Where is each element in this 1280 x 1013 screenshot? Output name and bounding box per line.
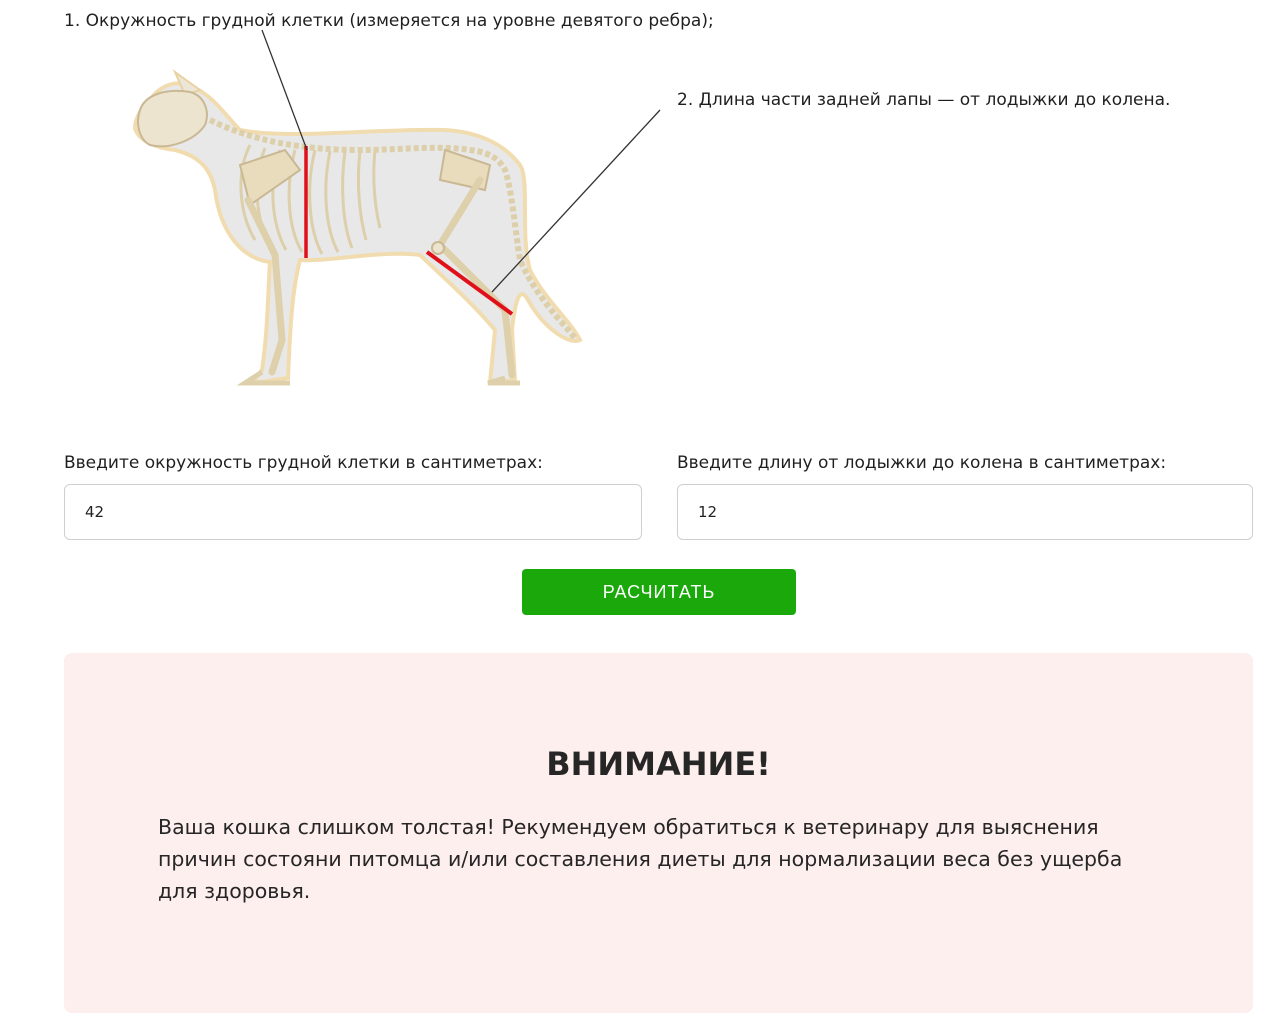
alert-title: ВНИМАНИЕ! bbox=[546, 745, 771, 783]
leg-length-input[interactable] bbox=[677, 484, 1253, 540]
chest-measurement-caption: 1. Окружность грудной клетки (измеряется на уровне девятого ребра); bbox=[64, 11, 714, 31]
calculate-button[interactable]: РАСЧИТАТЬ bbox=[522, 569, 796, 615]
chest-circumference-input[interactable] bbox=[64, 484, 642, 540]
result-alert bbox=[64, 653, 1253, 1013]
cat-skeleton-icon bbox=[135, 72, 580, 383]
leg-measurement-caption: 2. Длина части задней лапы — от лодыжки до колена. bbox=[677, 90, 1171, 110]
alert-message: Ваша кошка слишком толстая! Рекумендуем обратиться к ветеринару для выяснения причин состояни питомца и/или составления диеты для нормализации веса без ущерба для здоровья. bbox=[158, 815, 1123, 903]
chest-input-label: Введите окружность грудной клетки в сантиметрах: bbox=[64, 453, 543, 473]
leg-input-label: Введите длину от лодыжки до колена в сантиметрах: bbox=[677, 453, 1167, 473]
cat-skeleton-illustration bbox=[0, 0, 700, 420]
